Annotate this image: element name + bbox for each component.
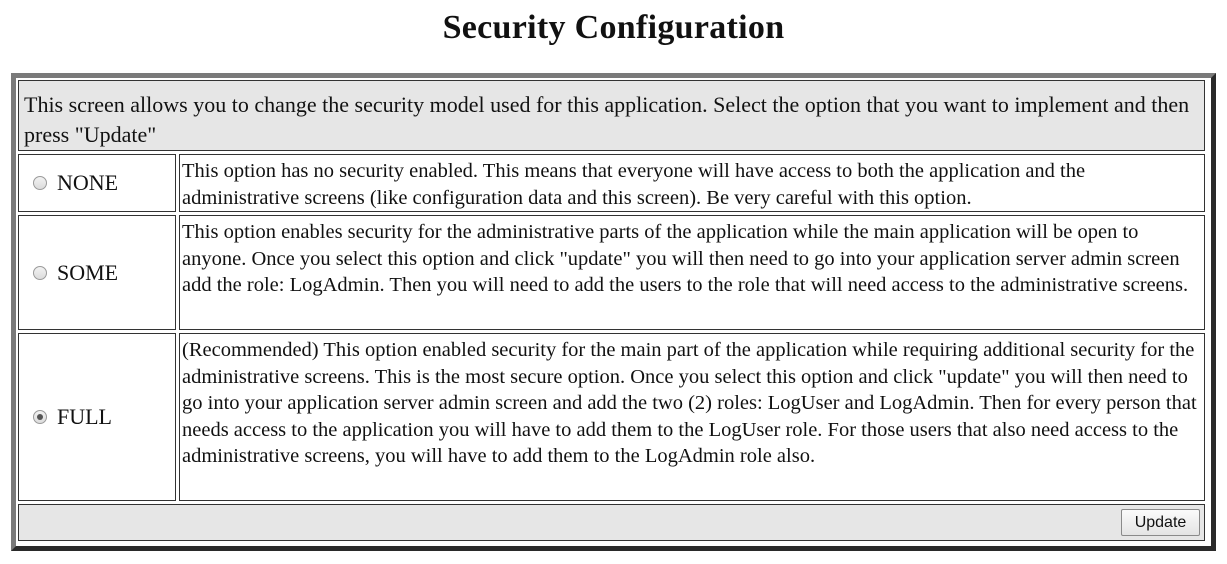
- option-none-cell[interactable]: [18, 154, 176, 212]
- security-config-table: [11, 73, 1216, 551]
- option-some-description: This option enables security for the administrative parts of the application while the main application will be open to anyone. Once you select this option and click "update" you will then need to go into your application server admin screen add the role: LogAdmin. Then you will need to add the users to the role that will need access to the administrative screens.: [179, 215, 1205, 330]
- footer-bar: [18, 504, 1205, 541]
- option-none-label: NONE: [57, 170, 119, 195]
- update-button[interactable]: Update: [1121, 509, 1200, 536]
- radio-none[interactable]: [33, 176, 47, 190]
- intro-text: This screen allows you to change the security model used for this application. Select the option that you want to implement and then press "Update": [18, 80, 1205, 151]
- option-none-description: This option has no security enabled. This means that everyone will have access to both the application and the administrative screens (like configuration data and this screen). Be very careful with this option.: [179, 154, 1205, 212]
- radio-full[interactable]: [33, 410, 47, 424]
- option-full-label: FULL: [57, 404, 112, 429]
- option-some-cell[interactable]: [18, 215, 176, 330]
- option-some-label: SOME: [57, 259, 119, 285]
- page-title: Security Configuration: [442, 9, 785, 46]
- option-full-description: (Recommended) This option enabled security for the main part of the application while requiring additional security for the administrative screens. This is the most secure option. Once you select this option and click "update" you will then need to go into your application server admin screen and add the two (2) roles: LogUser and LogAdmin. Then for every person that needs access to the application you will have to add them to the LogUser role. For those users that also need access to the administrative screens, you will have to add them to the LogAdmin role also.: [179, 333, 1205, 501]
- option-full-cell[interactable]: [18, 333, 176, 501]
- radio-some[interactable]: [33, 266, 47, 280]
